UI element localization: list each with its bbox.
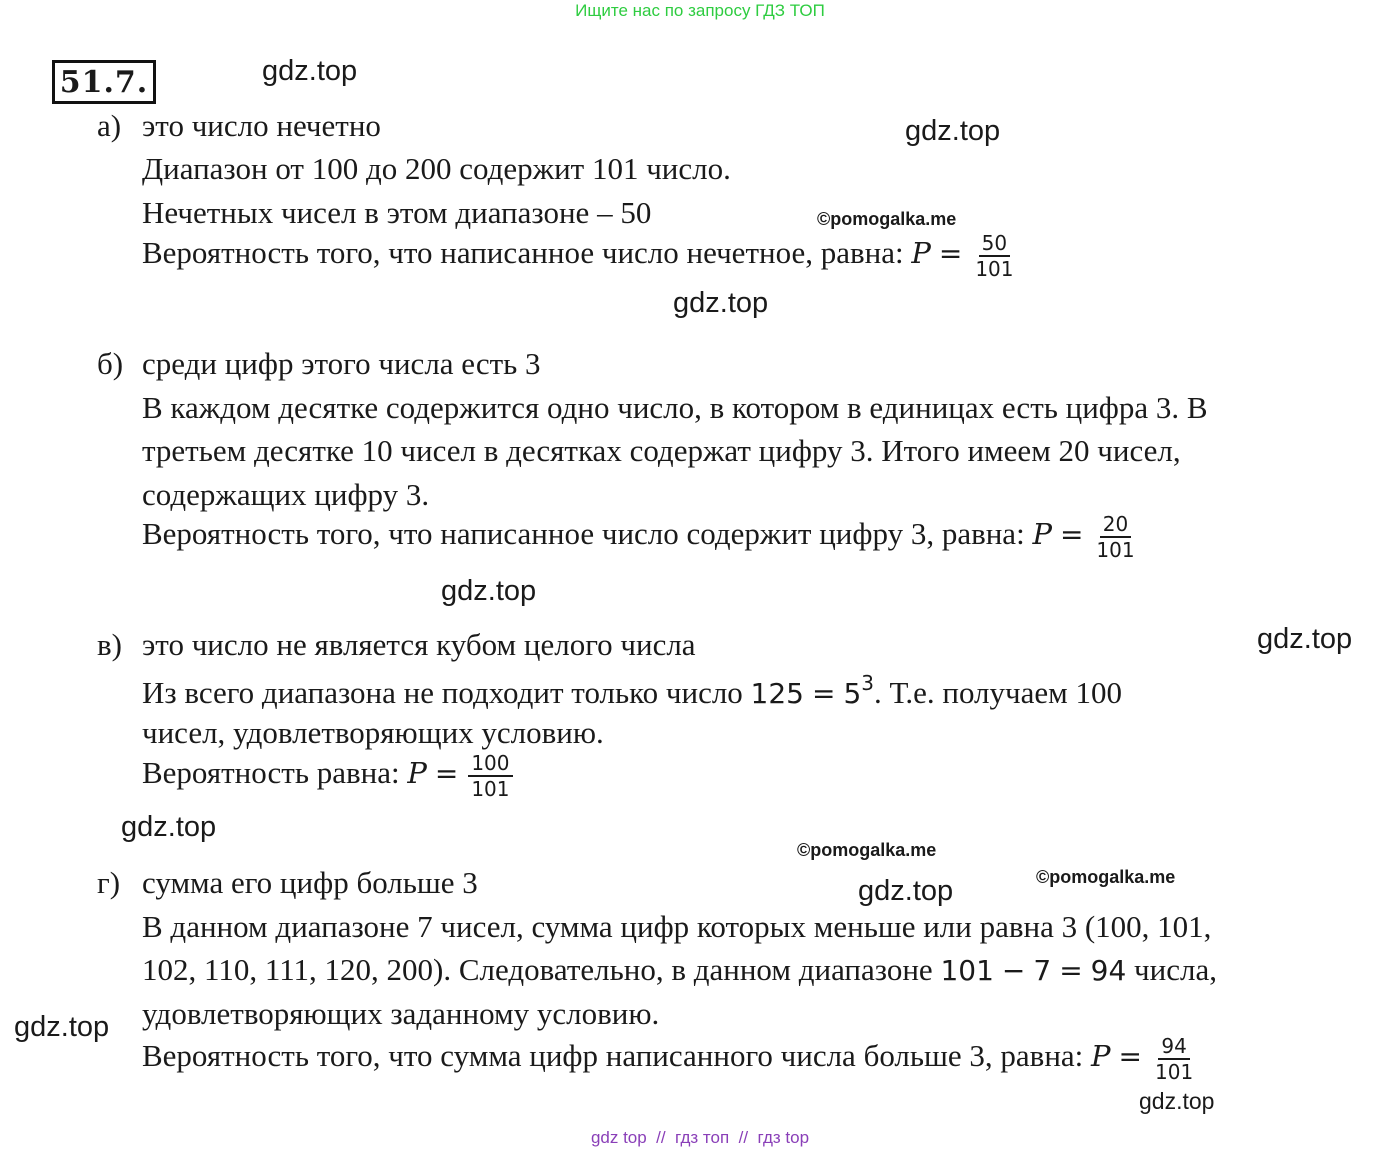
- probability-text: Вероятность равна:: [142, 755, 400, 791]
- part-a-probability: [142, 233, 1017, 279]
- watermark-pomogalka: ©pomogalka.me: [1036, 867, 1176, 887]
- part-b-line: В каждом десятке содержится одно число, в котором в единицах есть цифра 3. В: [142, 390, 1208, 425]
- fraction-numerator: 100: [468, 753, 512, 777]
- watermark-pomogalka: ©pomogalka.me: [817, 209, 957, 229]
- equals-sign: =: [434, 757, 459, 791]
- part-v-title: это число не является кубом целого числа: [142, 627, 696, 662]
- probability-text: Вероятность того, что написанное число нечетное, равна:: [142, 235, 904, 271]
- part-a-line: Диапазон от 100 до 200 содержит 101 число.: [142, 151, 731, 186]
- top-banner: Ищите нас по запросу ГДЗ ТОП: [575, 1, 825, 20]
- text-segment: 102, 110, 111, 120, 200). Следовательно, в данном диапазоне: [142, 952, 933, 987]
- watermark-gdz: gdz.top: [905, 115, 1001, 147]
- probability-variable: P: [911, 236, 931, 271]
- fraction-denominator: 101: [471, 777, 510, 801]
- part-a-marker: а): [97, 108, 122, 143]
- probability-variable: P: [1032, 517, 1052, 552]
- part-a-title: это число нечетно: [142, 108, 381, 143]
- part-g-line: В данном диапазоне 7 чисел, сумма цифр которых меньше или равна 3 (100, 101,: [142, 909, 1212, 944]
- math-number: 101: [940, 954, 994, 987]
- fraction-numerator: 20: [1100, 514, 1131, 538]
- part-b-title: среди цифр этого числа есть 3: [142, 346, 541, 381]
- part-g-line: удовлетворяющих заданному условию.: [142, 996, 660, 1031]
- problem-number: 51.7.: [52, 60, 156, 104]
- part-v-probability: [142, 753, 513, 799]
- watermark-gdz: gdz.top: [1139, 1088, 1215, 1114]
- fraction-numerator: 94: [1158, 1036, 1189, 1060]
- equals-sign: =: [938, 237, 963, 271]
- part-b-line: третьем десятке 10 чисел в десятках содержат цифру 3. Итого имеем 20 чисел,: [142, 433, 1181, 468]
- watermark-gdz: gdz.top: [673, 287, 769, 319]
- minus-sign: −: [1001, 954, 1026, 987]
- watermark-gdz: gdz.top: [858, 875, 954, 907]
- math-number: 5: [843, 677, 862, 710]
- probability-variable: P: [1091, 1039, 1111, 1074]
- probability-variable: P: [407, 756, 427, 791]
- part-g-probability: [142, 1036, 1196, 1082]
- equals-sign: =: [812, 677, 836, 710]
- part-v-marker: в): [97, 627, 122, 662]
- math-expression: [940, 954, 1126, 987]
- watermark-gdz: gdz.top: [441, 575, 537, 607]
- text-segment: Из всего диапазона не подходит только число: [142, 675, 743, 710]
- part-g-line: [142, 954, 1217, 985]
- math-number: 94: [1090, 954, 1127, 987]
- part-b-probability: [142, 514, 1138, 560]
- fraction-denominator: 101: [975, 257, 1014, 281]
- probability-fraction: [468, 753, 512, 799]
- watermark-gdz: gdz.top: [1257, 623, 1353, 655]
- text-segment: числа,: [1134, 952, 1217, 987]
- watermark-pomogalka: ©pomogalka.me: [797, 840, 937, 860]
- part-a-line: Нечетных чисел в этом диапазоне – 50: [142, 195, 652, 230]
- equals-sign: =: [1059, 518, 1084, 552]
- fraction-denominator: 101: [1155, 1060, 1194, 1084]
- text-segment: . Т.е. получаем 100: [874, 675, 1123, 710]
- probability-fraction: [1093, 514, 1137, 560]
- part-b-marker: б): [97, 346, 124, 381]
- equals-sign: =: [1118, 1040, 1143, 1074]
- watermark-gdz: gdz.top: [14, 1011, 110, 1043]
- footer-links: gdz top // гдз топ // гдз top: [590, 1128, 810, 1147]
- probability-fraction: [972, 233, 1016, 279]
- part-v-line: чисел, удовлетворяющих условию.: [142, 715, 604, 750]
- watermark-gdz: gdz.top: [121, 811, 217, 843]
- part-b-line: содержащих цифру 3.: [142, 477, 430, 512]
- probability-text: Вероятность того, что написанное число содержит цифру 3, равна:: [142, 516, 1025, 552]
- probability-text: Вероятность того, что сумма цифр написанного числа больше 3, равна:: [142, 1038, 1084, 1074]
- equals-sign: =: [1059, 954, 1083, 987]
- watermark-gdz: gdz.top: [262, 55, 358, 87]
- fraction-denominator: 101: [1096, 538, 1135, 562]
- part-v-line: [142, 673, 1122, 708]
- exponent: 3: [861, 671, 875, 695]
- part-g-marker: г): [97, 865, 121, 900]
- math-number: 125: [750, 677, 804, 710]
- math-number: 7: [1033, 954, 1052, 987]
- part-g-title: сумма его цифр больше 3: [142, 865, 478, 900]
- math-expression: [750, 671, 875, 710]
- probability-fraction: [1152, 1036, 1196, 1082]
- fraction-numerator: 50: [979, 233, 1010, 257]
